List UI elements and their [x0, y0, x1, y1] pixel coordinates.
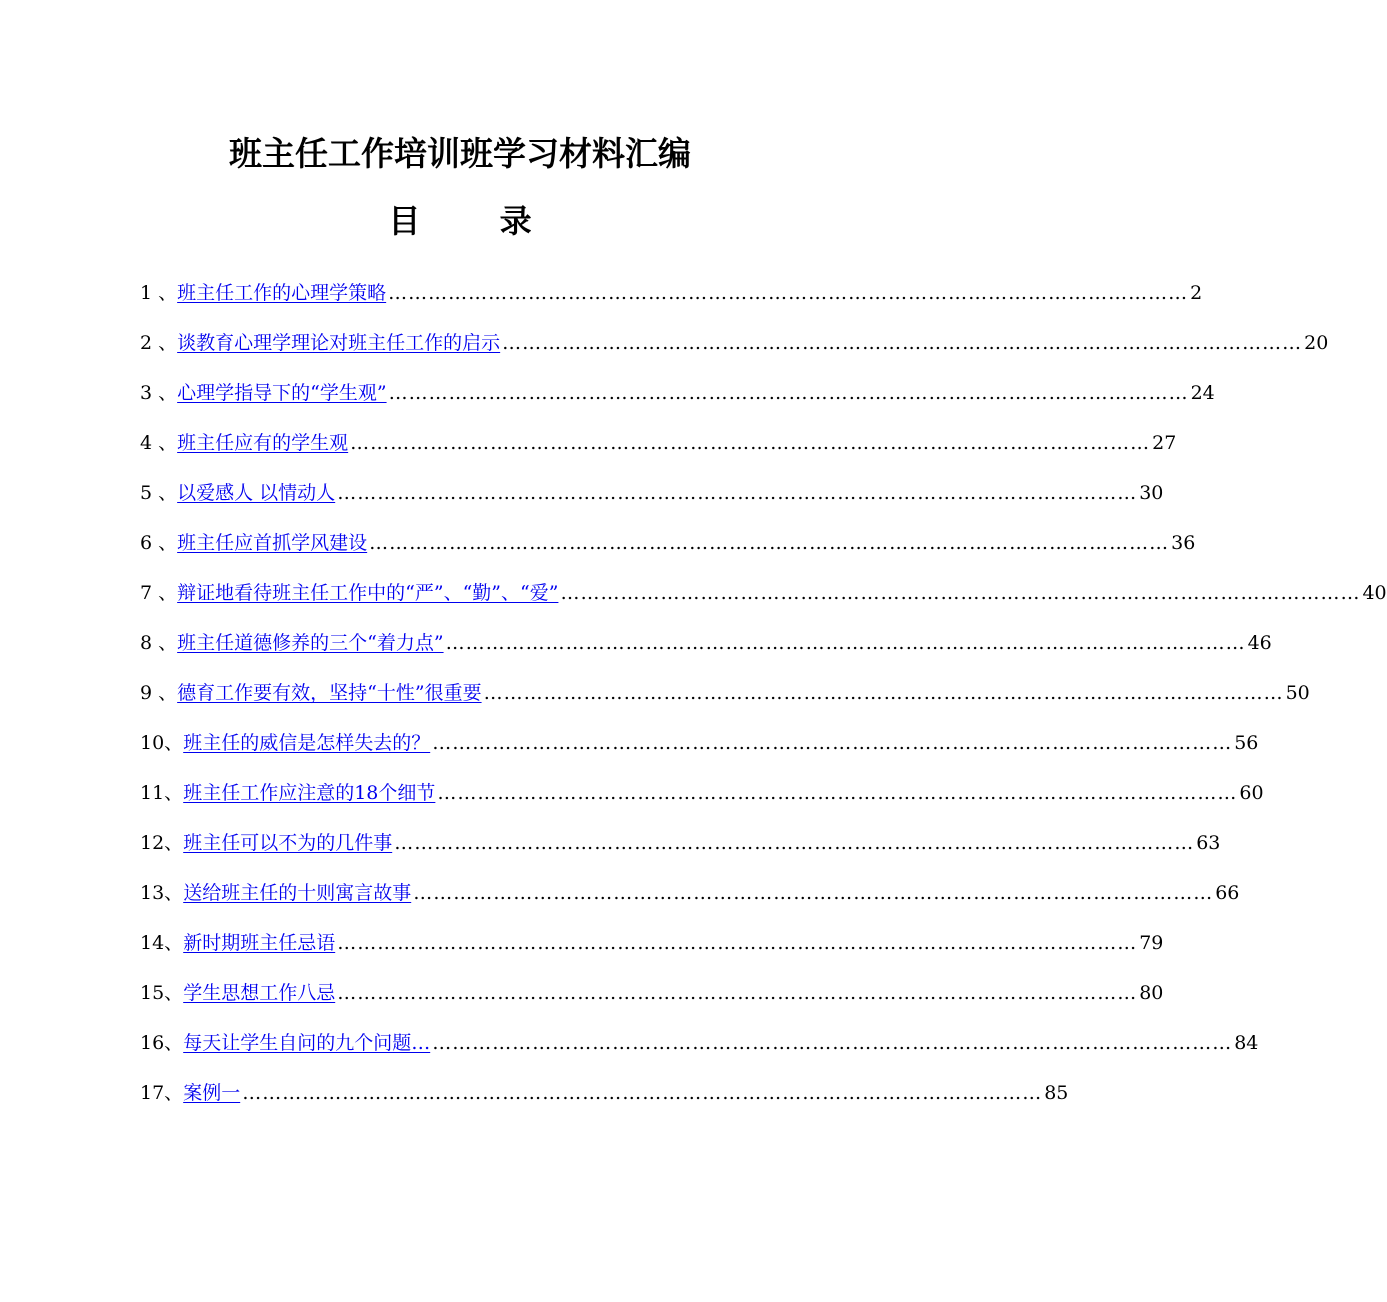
toc-leader-dots: ………………………………………………………………………………………………………… — [388, 382, 1189, 404]
toc-leader-dots: ………………………………………………………………………………………………………… — [394, 832, 1195, 854]
toc-entry-number: 13、 — [140, 882, 184, 904]
toc-entry — [140, 276, 1203, 326]
toc-page-number: 56 — [1234, 732, 1259, 754]
toc-entry-number: 9 、 — [140, 682, 178, 704]
toc-entry-number: 12、 — [140, 832, 184, 854]
toc-leader-dots: ………………………………………………………………………………………………………… — [337, 932, 1138, 954]
toc-leader-dots: ………………………………………………………………………………………………………… — [483, 682, 1284, 704]
table-of-contents — [140, 276, 1387, 1126]
toc-leader-dots: ………………………………………………………………………………………………………… — [369, 532, 1170, 554]
toc-leader-dots: ………………………………………………………………………………………………………… — [350, 432, 1151, 454]
toc-page-number: 79 — [1139, 932, 1164, 954]
toc-leader-dots: ………………………………………………………………………………………………………… — [432, 1032, 1233, 1054]
toc-page-number: 84 — [1234, 1032, 1259, 1054]
toc-entry-link[interactable]: 学生思想工作八忌 — [183, 982, 336, 1004]
toc-entry-link[interactable]: 案例一 — [183, 1082, 241, 1104]
toc-entry-number: 6 、 — [140, 532, 178, 554]
toc-entry-number: 5 、 — [140, 482, 178, 504]
toc-entry-link[interactable]: 班主任的威信是怎样失去的？ — [183, 732, 431, 754]
toc-page-number: 60 — [1239, 782, 1264, 804]
toc-entry-number: 7 、 — [140, 582, 178, 604]
toc-entry — [140, 826, 1221, 876]
toc-entry-link[interactable]: 辩证地看待班主任工作中的“严”、“勤”、“爱” — [177, 582, 559, 604]
toc-leader-dots: ………………………………………………………………………………………………………… — [445, 632, 1246, 654]
toc-entry — [140, 576, 1387, 626]
toc-entry — [140, 476, 1164, 526]
toc-entry-link[interactable]: 班主任应有的学生观 — [177, 432, 349, 454]
toc-entry-number: 15、 — [140, 982, 184, 1004]
toc-entry — [140, 326, 1329, 376]
toc-leader-dots: ………………………………………………………………………………………………………… — [337, 482, 1138, 504]
toc-entry — [140, 926, 1164, 976]
toc-entry-number: 14、 — [140, 932, 184, 954]
document-title: 班主任工作培训班学习材料汇编 — [229, 134, 691, 173]
toc-entry-number: 10、 — [140, 732, 184, 754]
toc-entry — [140, 1026, 1259, 1076]
toc-entry-link[interactable]: 新时期班主任忌语 — [183, 932, 336, 954]
toc-leader-dots: ………………………………………………………………………………………………………… — [560, 582, 1361, 604]
toc-entry — [140, 1076, 1069, 1126]
toc-entry-number: 1 、 — [140, 282, 178, 304]
toc-entry-link[interactable]: 以爱感人 以情动人 — [177, 482, 336, 504]
toc-page-number: 46 — [1247, 632, 1272, 654]
toc-leader-dots: ………………………………………………………………………………………………………… — [432, 732, 1233, 754]
toc-entry-link[interactable]: 每天让学生自问的九个问题… — [183, 1032, 431, 1054]
toc-entry-link[interactable]: 班主任道德修养的三个“着力点” — [177, 632, 444, 654]
toc-page-number: 36 — [1171, 532, 1196, 554]
toc-entry-link[interactable]: 班主任应首抓学风建设 — [177, 532, 368, 554]
toc-entry-number: 2 、 — [140, 332, 178, 354]
toc-entry — [140, 376, 1215, 426]
toc-entry-link[interactable]: 谈教育心理学理论对班主任工作的启示 — [177, 332, 501, 354]
toc-entry — [140, 976, 1164, 1026]
toc-entry-number: 4 、 — [140, 432, 178, 454]
toc-entry-number: 11、 — [140, 782, 184, 804]
toc-page-number: 63 — [1196, 832, 1221, 854]
toc-entry-number: 3 、 — [140, 382, 178, 404]
toc-page-number: 27 — [1152, 432, 1177, 454]
toc-leader-dots: ………………………………………………………………………………………………………… — [502, 332, 1303, 354]
toc-entry-number: 8 、 — [140, 632, 178, 654]
toc-page-number: 85 — [1044, 1082, 1069, 1104]
toc-page-number: 66 — [1215, 882, 1240, 904]
toc-entry — [140, 876, 1240, 926]
toc-page-number: 50 — [1285, 682, 1310, 704]
toc-page-number: 20 — [1304, 332, 1329, 354]
toc-entry — [140, 776, 1264, 826]
toc-leader-dots: ………………………………………………………………………………………………………… — [337, 982, 1138, 1004]
toc-page-number: 30 — [1139, 482, 1164, 504]
toc-entry-link[interactable]: 德育工作要有效，坚持“十性”很重要 — [177, 682, 482, 704]
toc-page-number: 40 — [1362, 582, 1387, 604]
toc-entry — [140, 676, 1310, 726]
toc-page-number: 24 — [1190, 382, 1215, 404]
toc-leader-dots: ………………………………………………………………………………………………………… — [413, 882, 1214, 904]
toc-entry — [140, 526, 1196, 576]
toc-leader-dots: ………………………………………………………………………………………………………… — [242, 1082, 1043, 1104]
toc-entry-link[interactable]: 心理学指导下的“学生观” — [177, 382, 387, 404]
toc-entry — [140, 726, 1259, 776]
toc-heading: 目 录 — [388, 202, 532, 240]
toc-entry — [140, 426, 1177, 476]
toc-page-number: 2 — [1190, 282, 1203, 304]
toc-entry — [140, 626, 1272, 676]
toc-entry-number: 16、 — [140, 1032, 184, 1054]
toc-entry-link[interactable]: 班主任工作的心理学策略 — [177, 282, 387, 304]
toc-entry-link[interactable]: 送给班主任的十则寓言故事 — [183, 882, 412, 904]
toc-page-number: 80 — [1139, 982, 1164, 1004]
toc-entry-link[interactable]: 班主任工作应注意的18个细节 — [183, 782, 436, 804]
toc-leader-dots: ………………………………………………………………………………………………………… — [437, 782, 1238, 804]
toc-entry-number: 17、 — [140, 1082, 184, 1104]
toc-entry-link[interactable]: 班主任可以不为的几件事 — [183, 832, 393, 854]
toc-leader-dots: ………………………………………………………………………………………………………… — [388, 282, 1189, 304]
